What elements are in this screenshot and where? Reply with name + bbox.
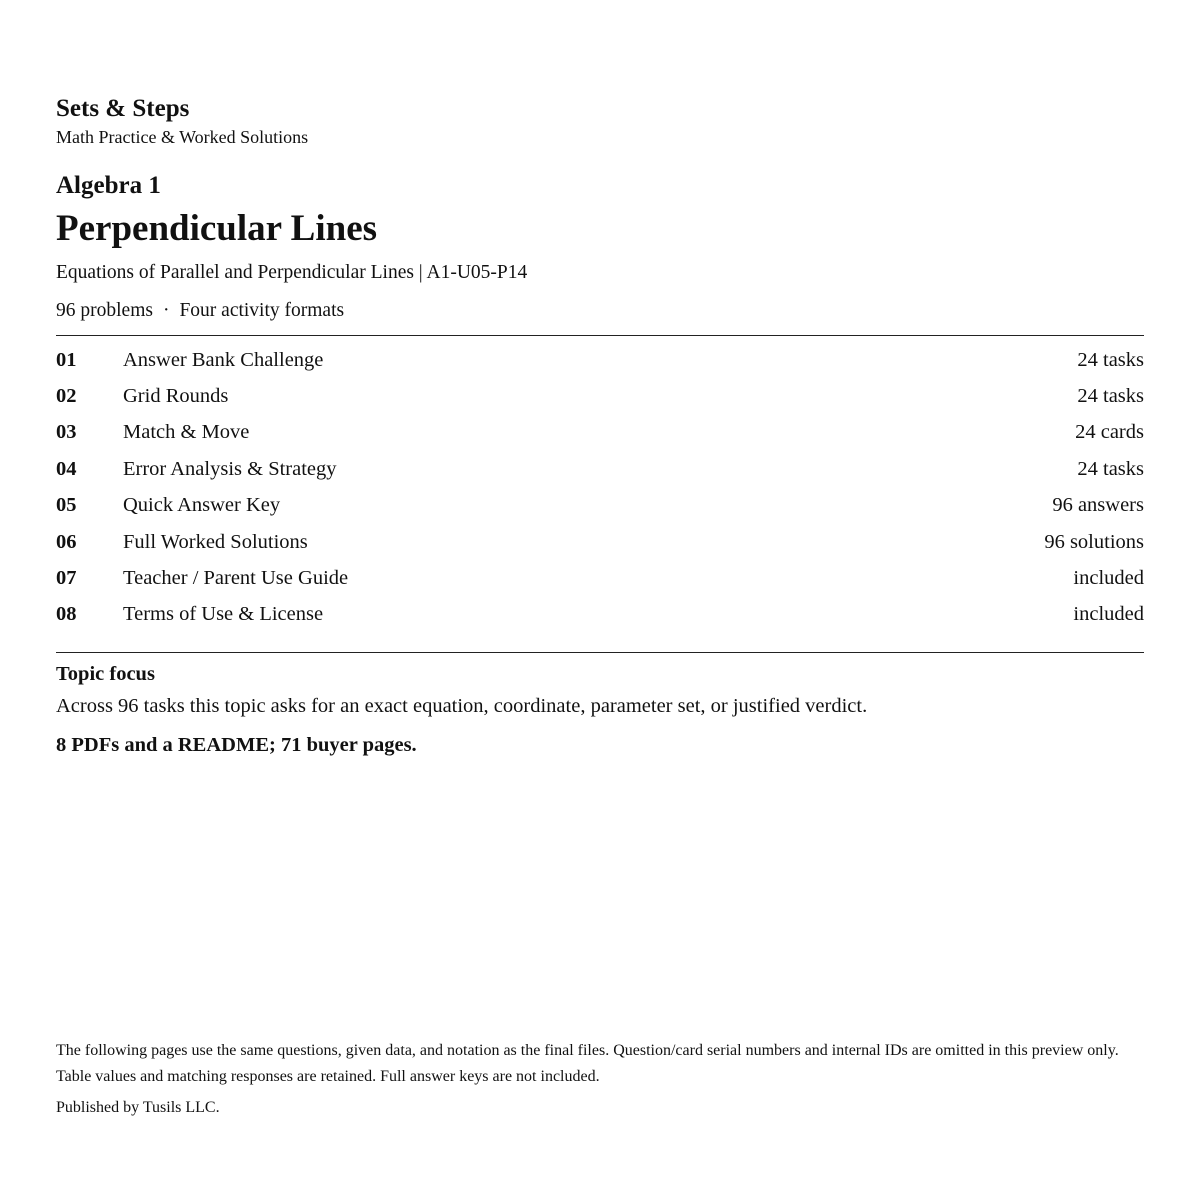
product-meta [56, 298, 344, 324]
contents-name: Match & Move [123, 421, 250, 444]
contents-count: 24 tasks [1077, 385, 1144, 408]
contents-number: 05 [56, 494, 77, 517]
contents-number: 06 [56, 530, 77, 553]
page-title: Perpendicular Lines [56, 208, 378, 249]
contents-number: 08 [56, 603, 77, 626]
product-cover-page [56, 0, 1144, 1200]
contents-count: 96 answers [1052, 494, 1144, 517]
contents-count: 24 cards [1075, 421, 1144, 444]
divider-bottom [56, 652, 1144, 653]
contents-name: Teacher / Parent Use Guide [123, 567, 349, 590]
contents-row [56, 415, 1144, 451]
course-label: Algebra 1 [56, 172, 161, 199]
contents-number: 01 [56, 348, 77, 371]
meta-separator: · [162, 300, 170, 321]
contents-row [56, 560, 1144, 596]
problem-count: 96 problems [56, 300, 153, 321]
contents-count: included [1073, 567, 1144, 590]
contents-name: Full Worked Solutions [123, 530, 308, 553]
activity-formats: Four activity formats [179, 300, 345, 321]
contents-count: 24 tasks [1077, 457, 1144, 480]
contents-count: 24 tasks [1077, 348, 1144, 371]
contents-row [56, 597, 1144, 633]
topic-focus-heading: Topic focus [56, 663, 155, 685]
contents-name: Grid Rounds [123, 385, 229, 408]
product-subtitle: Equations of Parallel and Perpendicular Lines | A1-U05-P14 [56, 262, 528, 283]
contents-row [56, 451, 1144, 487]
contents-row [56, 524, 1144, 560]
brand-name: Sets & Steps [56, 95, 190, 122]
divider-top [56, 335, 1144, 336]
contents-name: Answer Bank Challenge [123, 348, 324, 371]
contents-count: 96 solutions [1044, 530, 1144, 553]
topic-focus-text: Across 96 tasks this topic asks for an exact equation, coordinate, parameter set, or justified verdict. [56, 695, 868, 717]
contents-number: 07 [56, 567, 77, 590]
contents-row [56, 488, 1144, 524]
contents-name: Terms of Use & License [123, 603, 324, 626]
brand-tagline: Math Practice & Worked Solutions [56, 127, 309, 147]
contents-count: included [1073, 603, 1144, 626]
contents-row [56, 378, 1144, 414]
contents-number: 02 [56, 385, 77, 408]
contents-row [56, 342, 1144, 378]
contents-number: 04 [56, 457, 77, 480]
file-summary: 8 PDFs and a README; 71 buyer pages. [56, 734, 417, 756]
contents-name: Error Analysis & Strategy [123, 457, 337, 480]
contents-list [56, 342, 1144, 633]
contents-number: 03 [56, 421, 77, 444]
contents-name: Quick Answer Key [123, 494, 281, 517]
publisher-line: Published by Tusils LLC. [56, 1099, 220, 1116]
preview-disclaimer: The following pages use the same questions, given data, and notation as the final files. Question/card serial numbers and internal IDs are omitted in this preview only. Table values and matching responses are retained. Full answer keys are not included. [56, 1042, 1119, 1085]
